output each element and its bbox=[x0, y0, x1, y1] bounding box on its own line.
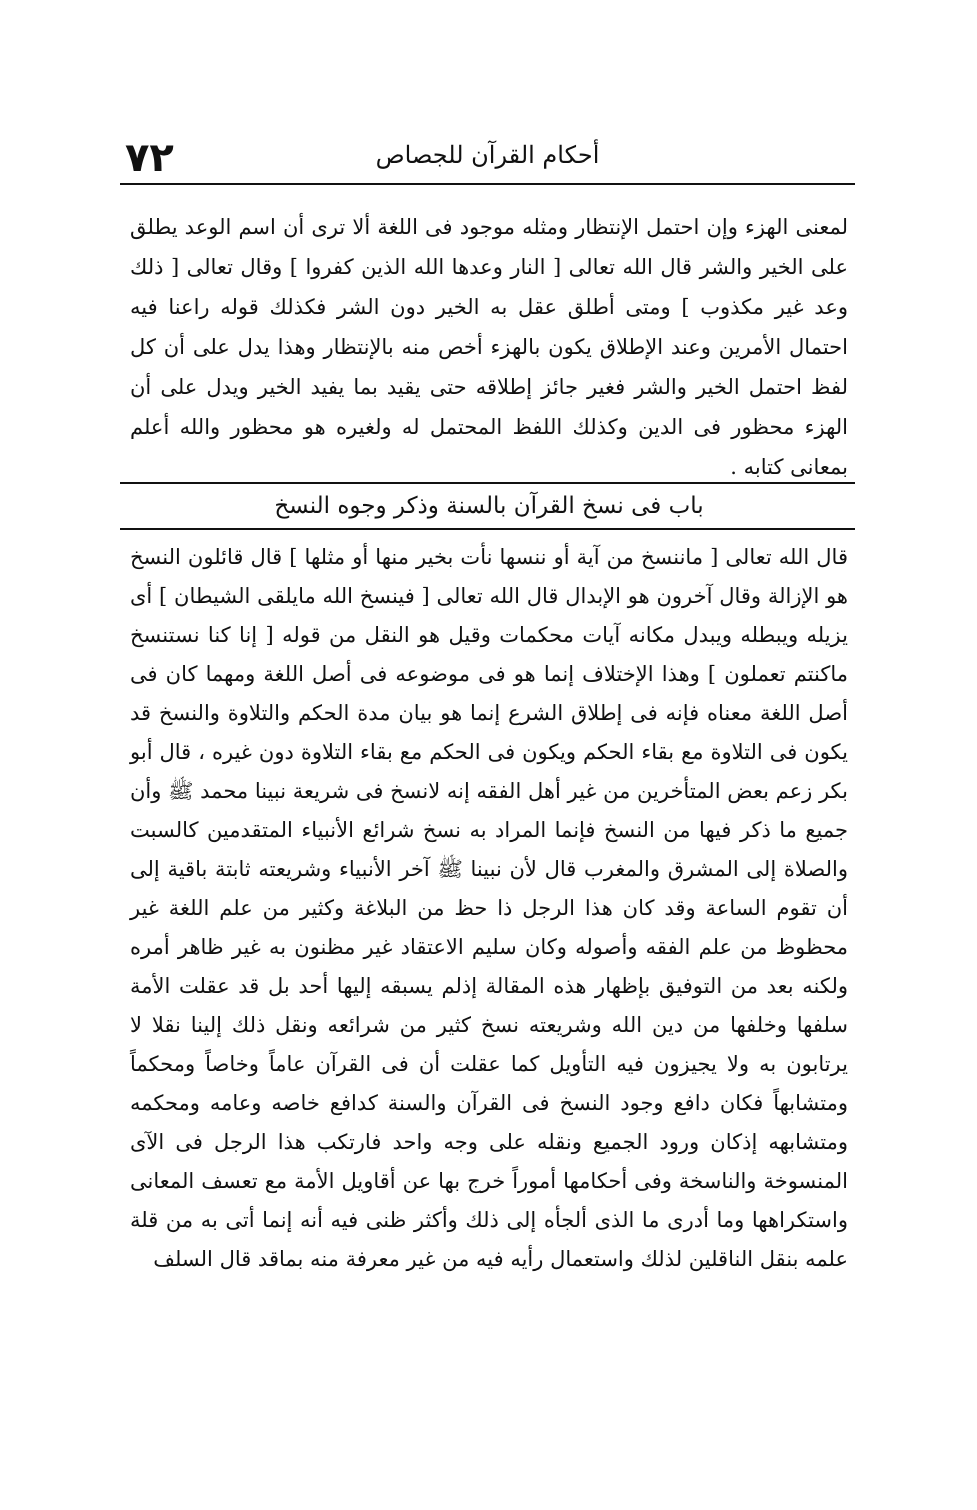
header-divider bbox=[120, 183, 855, 185]
section-body-block bbox=[130, 538, 848, 1279]
section-heading: باب فى نسخ القرآن بالسنة وذكر وجوه النسخ bbox=[274, 493, 704, 519]
page-number: ٧٢ bbox=[125, 135, 174, 181]
running-title: أحكام القرآن للجصاص bbox=[375, 141, 600, 169]
intro-paragraph-block bbox=[130, 207, 848, 487]
page-header bbox=[125, 135, 850, 185]
section-body-paragraph: قال الله تعالى [ ماننسخ من آية أو ننسها نأت بخير منها أو مثلها ] قال قائلون النسخ هو الإزالة وقال آخرون هو الإبدال قال الله تعالى [ فينسخ الله مايلقى الشيطان ] أى يزيله ويبطله ويبدل مكانه آيات محكمات وقيل هو النقل من قوله [ إنا كنا نستنسخ ماكنتم تعملون ] وهذا الإختلاف إنما هو فى موضوعه فى أصل اللغة ومهما كان فى أصل اللغة معناه فإنه فى إطلاق الشرع إنما هو بيان مدة الحكم والتلاوة والنسخ قد يكون فى التلاوة مع بقاء الحكم ويكون فى الحكم مع بقاء التلاوة دون غيره ، قال أبو بكر زعم بعض المتأخرين من غير أهل الفقه إنه لانسخ فى شريعة نبينا محمد ﷺ وأن جميع ما ذكر فيها من النسخ فإنما المراد به نسخ شرائع الأنبياء المتقدمين كالسبت والصلاة إلى المشرق والمغرب قال لأن نبينا ﷺ آخر الأنبياء وشريعته ثابتة باقية إلى أن تقوم الساعة وقد كان هذا الرجل ذا حظ من البلاغة وكثير من علم اللغة غير محظوظ من علم الفقه وأصوله وكان سليم الاعتقاد غير مظنون به غير ظاهر أمره ولكنه بعد من التوفيق بإظهار هذه المقالة إذلم يسبقه إليها أحد بل قد عقلت الأمة سلفها وخلفها من دين الله وشريعته نسخ كثير من شرائعه ونقل ذلك إلينا نقلا لا يرتابون به ولا يجيزون فيه التأويل كما عقلت أن فى القرآن عاماً وخاصاً ومحكماً ومتشابهاً فكان دافع وجود النسخ فى القرآن والسنة كدافع خاصه وعامه ومحكمه ومتشابهه إذكان ورود الجميع ونقله على وجه واحد فارتكب هذا الرجل فى الآى المنسوخة والناسخة وفى أحكامها أموراً خرج بها عن أقاويل الأمة مع تعسف المعانى واستكراهها وما أدرى ما الذى ألجأه إلى ذلك وأكثر ظنى فيه أنه إنما أتى به من قلة علمه بنقل الناقلين لذلك واستعمال رأيه فيه من غير معرفة منه بماقد قال السلف bbox=[130, 545, 848, 1271]
intro-paragraph: لمعنى الهزء وإن احتمل الإنتظار ومثله موجود فى اللغة ألا ترى أن اسم الوعد يطلق على الخير والشر قال الله تعالى [ النار وعدها الله الذين كفروا ] وقال تعالى [ ذلك وعد غير مكذوب ] ومتى أطلق عقل به الخير دون الشر فكذلك قوله راعنا فيه احتمال الأمرين وعند الإطلاق يكون بالهزء أخص منه بالإنتظار وهذا يدل على أن كل لفظ احتمل الخير والشر فغير جائز إطلاقه حتى يقيد بما يفيد الخير ويدل على أن الهزء محظور فى الدين وكذلك اللفظ المحتمل له ولغيره هو محظور والله أعلم بمعانى كتابه . bbox=[130, 215, 848, 479]
section-bottom-divider bbox=[120, 528, 855, 530]
section-top-divider bbox=[120, 482, 855, 484]
